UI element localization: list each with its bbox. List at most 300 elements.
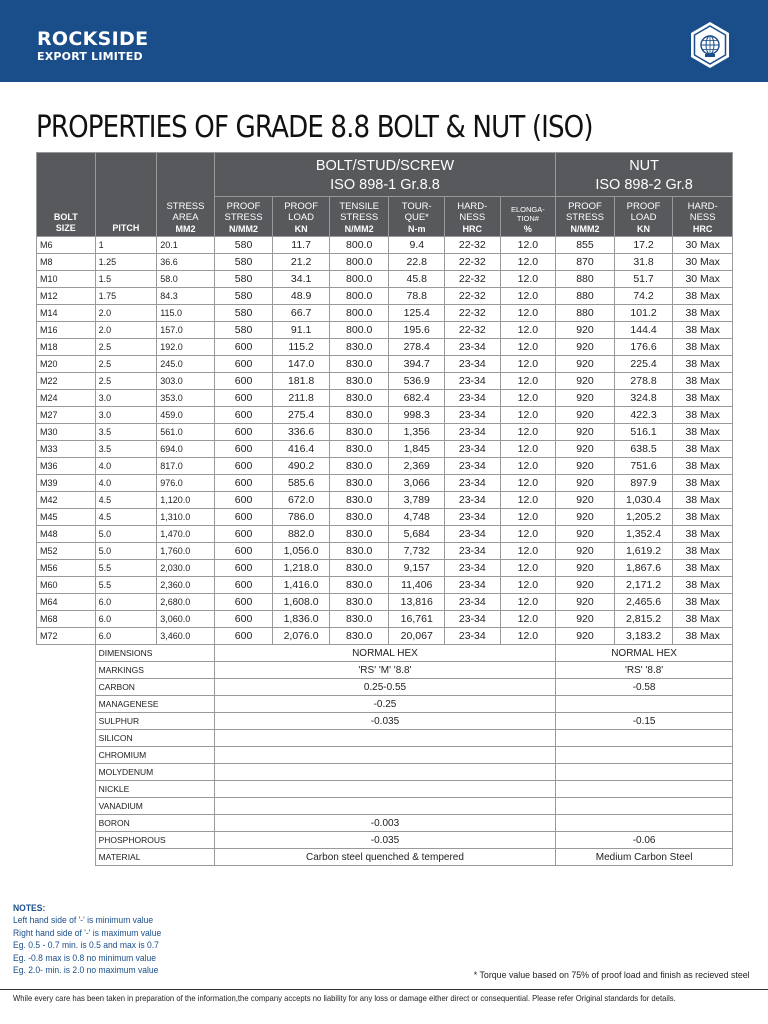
property-nut-value [556, 747, 733, 764]
table-cell: 12.0 [500, 390, 556, 407]
table-cell: 192.0 [157, 339, 215, 356]
table-cell: 516.1 [614, 424, 673, 441]
table-cell: 2.5 [95, 356, 157, 373]
table-cell: M20 [37, 356, 96, 373]
table-cell: 394.7 [389, 356, 445, 373]
table-cell: 23-34 [445, 339, 501, 356]
table-cell: M8 [37, 254, 96, 271]
table-cell: 3,066 [389, 475, 445, 492]
table-cell: 12.0 [500, 509, 556, 526]
table-cell: M48 [37, 526, 96, 543]
property-row [37, 730, 733, 747]
table-cell: 176.6 [614, 339, 673, 356]
table-cell: 22-32 [445, 322, 501, 339]
property-label: MATERIAL [95, 849, 214, 866]
table-cell: 6.0 [95, 594, 157, 611]
table-cell: 38 Max [673, 628, 733, 645]
property-nut-value [556, 764, 733, 781]
table-cell: 12.0 [500, 611, 556, 628]
table-cell: 278.8 [614, 373, 673, 390]
table-cell: 600 [214, 356, 273, 373]
table-cell: 157.0 [157, 322, 215, 339]
table-cell: 23-34 [445, 407, 501, 424]
table-cell: 3,060.0 [157, 611, 215, 628]
group-header-nut: NUT ISO 898-2 Gr.8 [556, 153, 733, 197]
table-cell: 600 [214, 543, 273, 560]
property-bolt-value: -0.035 [214, 832, 555, 849]
col-header-nut-hardness: HARD- NESS HRC [673, 197, 733, 237]
table-cell: 830.0 [329, 475, 389, 492]
table-cell: 38 Max [673, 407, 733, 424]
table-cell: M33 [37, 441, 96, 458]
blank-cell [37, 798, 96, 815]
table-cell: 22-32 [445, 237, 501, 254]
table-cell: 830.0 [329, 577, 389, 594]
table-cell: 23-34 [445, 509, 501, 526]
property-row [37, 798, 733, 815]
table-cell: M36 [37, 458, 96, 475]
table-cell: 1.75 [95, 288, 157, 305]
table-cell: 600 [214, 441, 273, 458]
table-cell: 830.0 [329, 407, 389, 424]
property-row [37, 849, 733, 866]
table-cell: 600 [214, 373, 273, 390]
table-cell: 1,416.0 [273, 577, 330, 594]
table-cell: 2,171.2 [614, 577, 673, 594]
property-nut-value [556, 798, 733, 815]
table-cell: 48.9 [273, 288, 330, 305]
property-label: SILICON [95, 730, 214, 747]
table-cell: 580 [214, 322, 273, 339]
property-label: PHOSPHOROUS [95, 832, 214, 849]
table-cell: M27 [37, 407, 96, 424]
table-cell: 147.0 [273, 356, 330, 373]
table-cell: 2.0 [95, 305, 157, 322]
table-cell: 920 [556, 407, 615, 424]
table-cell: 12.0 [500, 322, 556, 339]
table-cell: 1.5 [95, 271, 157, 288]
table-cell: 830.0 [329, 560, 389, 577]
table-row [37, 237, 733, 254]
table-cell: 920 [556, 356, 615, 373]
table-cell: 830.0 [329, 441, 389, 458]
table-cell: 51.7 [614, 271, 673, 288]
table-cell: 830.0 [329, 458, 389, 475]
table-cell: 23-34 [445, 526, 501, 543]
table-cell: 880 [556, 288, 615, 305]
table-cell: 976.0 [157, 475, 215, 492]
property-row [37, 832, 733, 849]
table-cell: 12.0 [500, 288, 556, 305]
table-cell: 1,845 [389, 441, 445, 458]
table-cell: 920 [556, 339, 615, 356]
table-cell: M60 [37, 577, 96, 594]
table-cell: 600 [214, 611, 273, 628]
table-cell: 786.0 [273, 509, 330, 526]
note-line: Eg. -0.8 max is 0.8 no minimum value [13, 952, 157, 964]
table-cell: 855 [556, 237, 615, 254]
table-cell: 38 Max [673, 356, 733, 373]
property-bolt-value: -0.035 [214, 713, 555, 730]
table-row [37, 475, 733, 492]
table-cell: M6 [37, 237, 96, 254]
table-cell: 920 [556, 526, 615, 543]
table-cell: 303.0 [157, 373, 215, 390]
table-cell: 751.6 [614, 458, 673, 475]
table-cell: 830.0 [329, 356, 389, 373]
table-cell: 336.6 [273, 424, 330, 441]
table-cell: 920 [556, 458, 615, 475]
table-cell: 12.0 [500, 254, 556, 271]
table-cell: 817.0 [157, 458, 215, 475]
table-cell: 20.1 [157, 237, 215, 254]
property-nut-value [556, 730, 733, 747]
property-row [37, 815, 733, 832]
disclaimer: While every care has been taken in preparation of the information,the company accepts no liability for any loss or damage either direct or consequential. Please refer Original standards for details. [13, 993, 676, 1003]
table-cell: 897.9 [614, 475, 673, 492]
table-row [37, 356, 733, 373]
table-cell: 6.0 [95, 628, 157, 645]
table-cell: 34.1 [273, 271, 330, 288]
table-cell: M72 [37, 628, 96, 645]
table-cell: 1,310.0 [157, 509, 215, 526]
col-header-bolt-proof-stress: PROOF STRESS N/MM2 [214, 197, 273, 237]
table-row [37, 305, 733, 322]
table-cell: 23-34 [445, 560, 501, 577]
table-cell: 5,684 [389, 526, 445, 543]
blank-cell [37, 730, 96, 747]
table-cell: 580 [214, 271, 273, 288]
table-cell: 12.0 [500, 237, 556, 254]
table-cell: 211.8 [273, 390, 330, 407]
table-row [37, 407, 733, 424]
table-cell: 38 Max [673, 560, 733, 577]
table-cell: 600 [214, 526, 273, 543]
col-header-bolt-size: BOLT SIZE [37, 153, 96, 237]
table-cell: 1,867.6 [614, 560, 673, 577]
table-cell: 1,056.0 [273, 543, 330, 560]
table-cell: 12.0 [500, 594, 556, 611]
table-cell: 38 Max [673, 390, 733, 407]
table-cell: 6.0 [95, 611, 157, 628]
table-cell: 600 [214, 458, 273, 475]
table-row [37, 390, 733, 407]
table-cell: 600 [214, 577, 273, 594]
table-cell: 920 [556, 322, 615, 339]
table-cell: 3,460.0 [157, 628, 215, 645]
property-bolt-value: 'RS' 'M' '8.8' [214, 662, 555, 679]
table-cell: 2,360.0 [157, 577, 215, 594]
table-cell: 38 Max [673, 611, 733, 628]
table-cell: 3.5 [95, 424, 157, 441]
table-cell: 2,815.2 [614, 611, 673, 628]
table-cell: M45 [37, 509, 96, 526]
property-nut-value [556, 696, 733, 713]
table-cell: 5.0 [95, 526, 157, 543]
table-cell: 278.4 [389, 339, 445, 356]
table-cell: 3,183.2 [614, 628, 673, 645]
blank-cell [37, 747, 96, 764]
table-cell: M22 [37, 373, 96, 390]
table-cell: 23-34 [445, 594, 501, 611]
col-header-bolt-proof-load: PROOF LOAD KN [273, 197, 330, 237]
table-cell: 4,748 [389, 509, 445, 526]
table-cell: 920 [556, 492, 615, 509]
table-cell: 600 [214, 492, 273, 509]
table-cell: 2.5 [95, 373, 157, 390]
table-cell: 16,761 [389, 611, 445, 628]
table-cell: 12.0 [500, 339, 556, 356]
table-cell: 11,406 [389, 577, 445, 594]
table-cell: 30 Max [673, 271, 733, 288]
company-name: ROCKSIDE [37, 28, 149, 50]
table-row [37, 577, 733, 594]
table-cell: 585.6 [273, 475, 330, 492]
table-cell: 600 [214, 339, 273, 356]
table-cell: 275.4 [273, 407, 330, 424]
table-cell: 23-34 [445, 424, 501, 441]
table-cell: 1,352.4 [614, 526, 673, 543]
notes-block [13, 903, 161, 977]
table-cell: 23-34 [445, 373, 501, 390]
table-row [37, 339, 733, 356]
table-cell: 682.4 [389, 390, 445, 407]
table-cell: 830.0 [329, 526, 389, 543]
table-cell: 84.3 [157, 288, 215, 305]
table-cell: 181.8 [273, 373, 330, 390]
col-header-tensile-stress: TENSILE STRESS N/MM2 [329, 197, 389, 237]
table-cell: 225.4 [614, 356, 673, 373]
property-row [37, 781, 733, 798]
property-nut-value [556, 815, 733, 832]
property-bolt-value [214, 781, 555, 798]
blank-cell [37, 679, 96, 696]
property-nut-value: -0.06 [556, 832, 733, 849]
table-cell: 920 [556, 441, 615, 458]
note-line: Eg. 0.5 - 0.7 min. is 0.5 and max is 0.7 [13, 940, 159, 952]
table-cell: 12.0 [500, 356, 556, 373]
table-row [37, 611, 733, 628]
table-cell: 920 [556, 373, 615, 390]
table-cell: 830.0 [329, 492, 389, 509]
table-cell: 21.2 [273, 254, 330, 271]
table-cell: 12.0 [500, 577, 556, 594]
table-cell: 4.5 [95, 509, 157, 526]
table-row [37, 288, 733, 305]
table-cell: M68 [37, 611, 96, 628]
header-bar [0, 0, 768, 82]
table-cell: 91.1 [273, 322, 330, 339]
table-cell: M42 [37, 492, 96, 509]
table-cell: 38 Max [673, 424, 733, 441]
blank-cell [37, 849, 96, 866]
table-cell: 600 [214, 475, 273, 492]
table-cell: 12.0 [500, 441, 556, 458]
table-cell: 600 [214, 424, 273, 441]
table-cell: 353.0 [157, 390, 215, 407]
table-cell: 45.8 [389, 271, 445, 288]
table-cell: 920 [556, 475, 615, 492]
table-cell: 23-34 [445, 577, 501, 594]
table-cell: 672.0 [273, 492, 330, 509]
table-cell: 38 Max [673, 441, 733, 458]
property-row [37, 645, 733, 662]
table-cell: 920 [556, 424, 615, 441]
blank-cell [37, 645, 96, 662]
table-row [37, 543, 733, 560]
table-cell: 4.0 [95, 458, 157, 475]
table-cell: 882.0 [273, 526, 330, 543]
table-cell: 36.6 [157, 254, 215, 271]
table-cell: 23-34 [445, 441, 501, 458]
table-cell: 2,680.0 [157, 594, 215, 611]
table-cell: 78.8 [389, 288, 445, 305]
table-cell: 22-32 [445, 254, 501, 271]
property-row [37, 747, 733, 764]
table-cell: M56 [37, 560, 96, 577]
property-label: SULPHUR [95, 713, 214, 730]
table-cell: 920 [556, 594, 615, 611]
blank-cell [37, 832, 96, 849]
col-header-bolt-hardness: HARD- NESS HRC [445, 197, 501, 237]
col-header-stress-area: STRESS AREA MM2 [157, 153, 215, 237]
table-cell: 422.3 [614, 407, 673, 424]
table-cell: 9.4 [389, 237, 445, 254]
blank-cell [37, 781, 96, 798]
table-cell: 38 Max [673, 475, 733, 492]
table-cell: 3,789 [389, 492, 445, 509]
table-cell: 58.0 [157, 271, 215, 288]
table-cell: 23-34 [445, 458, 501, 475]
table-row [37, 271, 733, 288]
table-cell: 920 [556, 543, 615, 560]
table-cell: 920 [556, 509, 615, 526]
table-cell: 920 [556, 560, 615, 577]
table-cell: 9,157 [389, 560, 445, 577]
company-subtitle: EXPORT LIMITED [37, 50, 143, 63]
property-label: CHROMIUM [95, 747, 214, 764]
table-row [37, 373, 733, 390]
table-cell: 22-32 [445, 305, 501, 322]
blank-cell [37, 815, 96, 832]
table-cell: 12.0 [500, 271, 556, 288]
table-cell: 800.0 [329, 254, 389, 271]
table-cell: 600 [214, 509, 273, 526]
table-cell: 38 Max [673, 305, 733, 322]
table-cell: 800.0 [329, 271, 389, 288]
table-cell: 2,076.0 [273, 628, 330, 645]
table-cell: 1,760.0 [157, 543, 215, 560]
table-cell: 4.5 [95, 492, 157, 509]
property-label: MANAGENESE [95, 696, 214, 713]
properties-table [36, 152, 733, 866]
property-nut-value [556, 781, 733, 798]
property-nut-value: -0.15 [556, 713, 733, 730]
table-cell: 12.0 [500, 373, 556, 390]
table-cell: 12.0 [500, 560, 556, 577]
table-cell: 7,732 [389, 543, 445, 560]
property-row [37, 696, 733, 713]
notes-title: NOTES: [13, 903, 46, 914]
table-cell: 880 [556, 271, 615, 288]
property-row [37, 713, 733, 730]
table-cell: 4.0 [95, 475, 157, 492]
table-cell: 115.0 [157, 305, 215, 322]
table-row [37, 492, 733, 509]
table-row [37, 458, 733, 475]
table-cell: 3.5 [95, 441, 157, 458]
page-title: PROPERTIES OF GRADE 8.8 BOLT & NUT (ISO) [36, 110, 593, 145]
property-nut-value: Medium Carbon Steel [556, 849, 733, 866]
table-cell: 536.9 [389, 373, 445, 390]
table-cell: 12.0 [500, 407, 556, 424]
table-cell: 38 Max [673, 594, 733, 611]
table-cell: 1,120.0 [157, 492, 215, 509]
property-label: VANADIUM [95, 798, 214, 815]
table-cell: 144.4 [614, 322, 673, 339]
table-cell: 580 [214, 254, 273, 271]
table-cell: 1,608.0 [273, 594, 330, 611]
table-cell: 920 [556, 611, 615, 628]
table-cell: 30 Max [673, 254, 733, 271]
table-cell: M30 [37, 424, 96, 441]
table-cell: 23-34 [445, 356, 501, 373]
note-line: Eg. 2.0- min. is 2.0 no maximum value [13, 965, 159, 977]
table-row [37, 628, 733, 645]
table-cell: 1 [95, 237, 157, 254]
table-cell: 38 Max [673, 322, 733, 339]
table-cell: 800.0 [329, 237, 389, 254]
table-cell: 5.5 [95, 577, 157, 594]
table-row [37, 526, 733, 543]
property-rows [37, 645, 733, 866]
table-cell: 30 Max [673, 237, 733, 254]
table-cell: 5.0 [95, 543, 157, 560]
table-cell: 1,218.0 [273, 560, 330, 577]
table-cell: 31.8 [614, 254, 673, 271]
table-cell: 38 Max [673, 458, 733, 475]
footer-divider [0, 989, 768, 990]
table-cell: M18 [37, 339, 96, 356]
property-nut-value: 'RS' '8.8' [556, 662, 733, 679]
table-cell: 101.2 [614, 305, 673, 322]
blank-cell [37, 662, 96, 679]
table-row [37, 560, 733, 577]
table-cell: 20,067 [389, 628, 445, 645]
table-cell: 1,030.4 [614, 492, 673, 509]
table-cell: 638.5 [614, 441, 673, 458]
table-cell: 800.0 [329, 288, 389, 305]
company-logo [37, 30, 148, 62]
table-cell: 416.4 [273, 441, 330, 458]
table-cell: 830.0 [329, 373, 389, 390]
note-line: Left hand side of '-' is minimum value [13, 915, 154, 927]
table-cell: 800.0 [329, 322, 389, 339]
table-cell: M39 [37, 475, 96, 492]
table-cell: 1,205.2 [614, 509, 673, 526]
table-cell: 830.0 [329, 611, 389, 628]
table-cell: 600 [214, 628, 273, 645]
note-line: Right hand side of '-' is maximum value [13, 927, 162, 939]
table-cell: 13,816 [389, 594, 445, 611]
table-cell: 5.5 [95, 560, 157, 577]
table-cell: 74.2 [614, 288, 673, 305]
table-cell: 830.0 [329, 509, 389, 526]
property-label: MOLYDENUM [95, 764, 214, 781]
table-cell: 3.0 [95, 407, 157, 424]
table-cell: 23-34 [445, 475, 501, 492]
table-cell: 38 Max [673, 526, 733, 543]
